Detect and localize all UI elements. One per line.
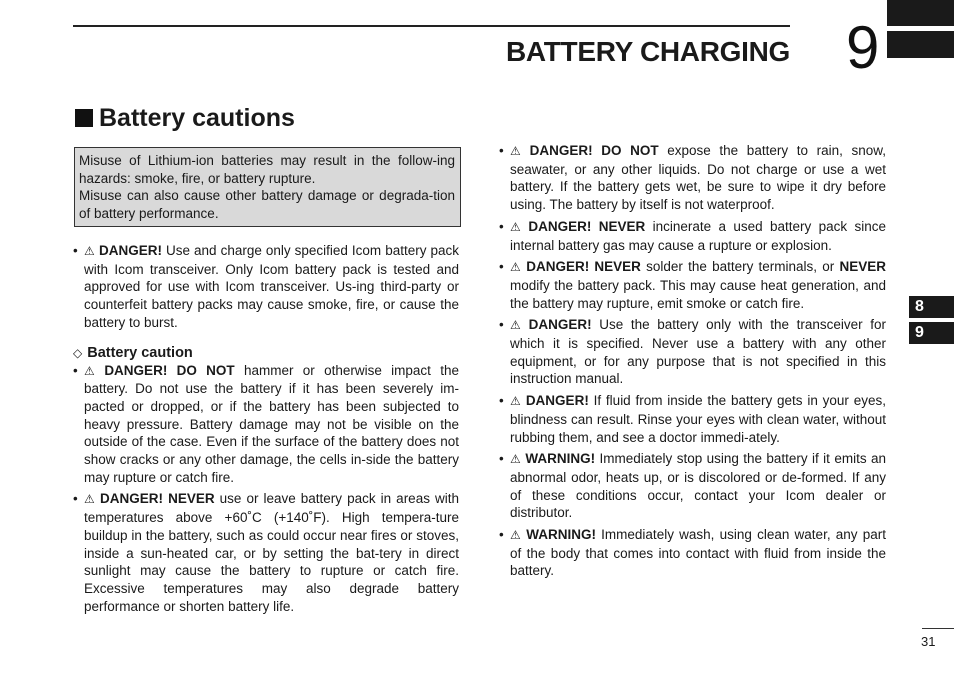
warning-icon: ⚠ xyxy=(84,244,96,258)
list-item-text: Use the battery only with the transceiver for which it is specified. Never use a battery with any other equipment, or for any purpose that is not specified in this instruction manual. xyxy=(510,317,886,387)
page-number-rule xyxy=(922,628,954,629)
list-item xyxy=(73,490,459,615)
warning-icon: ⚠ xyxy=(510,394,522,409)
list-item xyxy=(499,258,886,312)
bullet-dot: • xyxy=(73,243,78,258)
section-title-text: Battery cautions xyxy=(99,104,295,132)
danger-keyword: DANGER! NEVER xyxy=(100,491,215,507)
list-item-text: use or leave battery pack in areas with temperatures above +60˚C (+140˚F). High tempera-ture buildup in the battery, such as could occur near fires or stoves, inside a sun-heated car, or by setting the bat-tery in direct sunlight may cause the battery to rupture or catch fire. Excessive temperatures may also degrade battery performance or shorten battery life. xyxy=(84,491,459,614)
list-item xyxy=(499,142,886,214)
bullet-dot: • xyxy=(499,393,504,409)
corner-bar-top xyxy=(887,0,954,26)
note-line-2: Misuse can also cause other battery damage or degrada-tion of battery performance. xyxy=(79,188,455,221)
list-item-text: incinerate a used battery pack since internal battery gas may cause a rupture or explosion. xyxy=(510,218,887,253)
bullet-dot: • xyxy=(499,527,504,543)
section-square-icon xyxy=(75,109,93,127)
header-rule xyxy=(73,25,790,27)
note-line-1: Misuse of Lithium-ion batteries may result in the follow-ing hazards: smoke, fire, or battery rupture. xyxy=(79,153,455,186)
warning-icon: ⚠ xyxy=(84,363,101,378)
list-item xyxy=(73,242,459,332)
caution-note-box xyxy=(74,147,461,227)
danger-keyword: DANGER! DO NOT xyxy=(529,143,659,158)
warning-keyword: WARNING! xyxy=(526,527,596,543)
never-keyword: NEVER xyxy=(839,259,886,275)
danger-keyword: DANGER! xyxy=(99,243,163,258)
subsection-title-text: Battery caution xyxy=(87,344,193,361)
chapter-number: 9 xyxy=(846,14,880,81)
list-item xyxy=(499,218,886,254)
bullet-dot: • xyxy=(73,362,78,378)
warning-icon: ⚠ xyxy=(510,260,523,275)
page-number: 31 xyxy=(921,634,936,649)
list-item xyxy=(499,392,886,446)
bullet-dot: • xyxy=(499,259,504,275)
diamond-icon: ◇ xyxy=(73,345,83,360)
list-item-text: Use and charge only specified Icom battery pack with Icom transceiver. Only Icom battery pack is tested and approved for use with Icom transceiver. Us-ing third-party or counterfeit battery packs may cause smoke, fire, or cause the battery to burst. xyxy=(84,243,459,330)
section-title xyxy=(75,104,295,133)
warning-icon: ⚠ xyxy=(510,528,523,543)
bullet-dot: • xyxy=(73,491,78,507)
list-item xyxy=(499,450,886,522)
list-item xyxy=(499,526,886,580)
bullet-dot: • xyxy=(499,451,504,467)
list-item-text: Immediately stop using the battery if it emits an abnormal odor, heats up, or is discolored or de-formed. If any of these conditions occur, contact your Icom dealer or distributor. xyxy=(510,451,886,521)
warning-icon: ⚠ xyxy=(510,219,525,234)
bullet-dot: • xyxy=(499,317,504,333)
list-item-text: If fluid from inside the battery gets in your eyes, blindness can result. Rinse your eyes with clean water, without rubbing them, and see a doctor immedi-ately. xyxy=(510,393,886,445)
chapter-tab-9[interactable]: 9 xyxy=(909,322,954,344)
list-item xyxy=(73,362,459,487)
list-item-text: hammer or otherwise impact the battery. Do not use the battery if it has been severely im-pacted or dropped, or if the battery has been subjected to heavy pressure. Battery damage may not be visible on the outside of the case. Even if the surface of the battery does not show cracks or any other damage, the cells in-side the battery may rupture or catch fire. xyxy=(84,362,459,485)
danger-keyword: DANGER! DO NOT xyxy=(104,362,235,378)
list-item-text: solder the battery terminals, or xyxy=(646,259,835,275)
corner-bar-middle xyxy=(887,31,954,58)
danger-keyword: DANGER! NEVER xyxy=(526,259,641,275)
right-column xyxy=(499,142,886,584)
left-column xyxy=(73,242,459,619)
danger-keyword: DANGER! xyxy=(528,317,592,333)
chapter-tab-8[interactable]: 8 xyxy=(909,296,954,318)
list-item-text: expose the battery to rain, snow, seawater, or any other liquids. Do not charge or use a wet battery. If the battery gets wet, be sure to wipe it dry before using. The battery by itself is not waterproof. xyxy=(510,143,886,213)
warning-icon: ⚠ xyxy=(84,492,97,507)
warning-keyword: WARNING! xyxy=(525,451,596,467)
warning-icon: ⚠ xyxy=(510,318,525,333)
chapter-title: BATTERY CHARGING xyxy=(505,36,790,67)
bullet-dot: • xyxy=(499,143,504,158)
danger-keyword: DANGER! NEVER xyxy=(528,218,646,234)
list-item xyxy=(499,316,886,388)
warning-icon: ⚠ xyxy=(510,452,522,467)
warning-icon: ⚠ xyxy=(510,144,526,158)
list-item-text: Immediately wash, using clean water, any part of the body that comes into contact with fluid from inside the battery. xyxy=(510,527,886,579)
list-item-text: modify the battery pack. This may cause heat generation, and the battery may rupture, emit smoke or catch fire. xyxy=(510,277,886,311)
subsection-title xyxy=(73,344,459,362)
danger-keyword: DANGER! xyxy=(525,393,589,409)
bullet-dot: • xyxy=(499,218,504,234)
